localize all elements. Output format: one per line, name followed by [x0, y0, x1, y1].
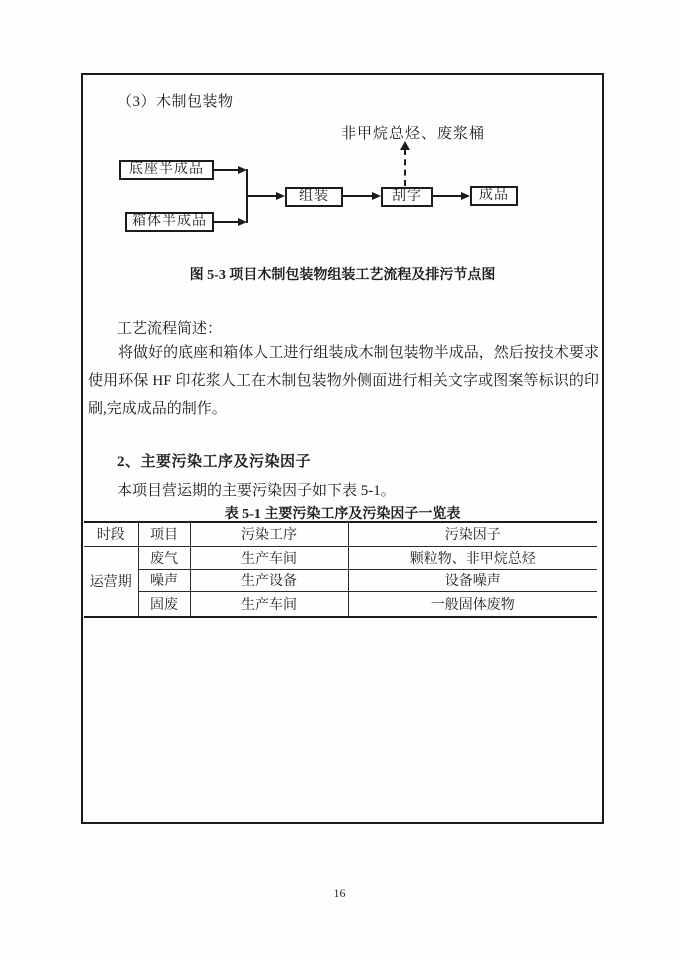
cell-item: 噪声	[138, 569, 190, 591]
arrowhead-right-icon	[372, 192, 381, 200]
connector-line	[248, 195, 277, 197]
flow-node-finished: 成品	[470, 186, 518, 206]
flow-node-assembly: 组装	[285, 187, 343, 207]
flow-node-box-semifinished: 箱体半成品	[125, 212, 214, 232]
cell-factor: 一般固体废物	[430, 597, 515, 613]
process-paragraph: 将做好的底座和箱体人工进行组装成木制包装物半成品，然后按技术要求使用环保 HF 印花浆人工在木制包装物外侧面进行相关文字或图案等标识的印刷,完成成品的制作。	[88, 345, 599, 417]
cell-process: 生产车间	[190, 546, 348, 569]
cell-factor: 颗粒物、非甲烷总烃	[348, 546, 597, 569]
flowchart-emission-label: 非甲烷总烃、废浆桶	[341, 126, 486, 142]
cell-process: 生产设备	[190, 569, 348, 591]
table-row	[84, 546, 597, 569]
cell-process: 生产车间	[190, 591, 348, 617]
connector-line	[214, 169, 239, 171]
arrowhead-right-icon	[461, 192, 470, 200]
figure-caption: 图 5-3 项目木制包装物组装工艺流程及排污节点图	[189, 268, 496, 283]
connector-line	[343, 195, 373, 197]
subsection-heading: 2、主要污染工序及污染因子	[117, 454, 312, 470]
pollution-table	[84, 521, 597, 618]
dashed-emission-line	[404, 149, 406, 186]
table-row	[84, 591, 597, 617]
process-intro: 工艺流程简述：	[117, 321, 223, 337]
cell-item: 废气	[138, 546, 190, 569]
page-border	[81, 73, 604, 824]
arrowhead-right-icon	[276, 192, 285, 200]
table-header-row	[84, 522, 597, 546]
table-row	[84, 569, 597, 591]
cell-item: 固废	[138, 591, 190, 617]
page-number: 16	[333, 886, 346, 900]
arrowhead-up-icon	[400, 141, 410, 150]
connector-line	[214, 221, 239, 223]
table-title: 表 5-1 主要污染工序及污染因子一览表	[224, 507, 461, 522]
col-header-item: 项目	[138, 522, 190, 546]
cell-factor: 设备噪声	[348, 569, 597, 591]
section-heading: （3）木制包装物	[117, 94, 234, 110]
connector-line	[433, 195, 462, 197]
col-header-period: 时段	[84, 522, 138, 546]
flow-node-base-semifinished: 底座半成品	[119, 160, 214, 180]
table-lead-text: 本项目营运期的主要污染因子如下表 5-1。	[117, 483, 396, 499]
flow-node-printing: 刮字	[381, 187, 433, 207]
col-header-factor: 污染因子	[348, 522, 597, 546]
col-header-process: 污染工序	[190, 522, 348, 546]
cell-period: 运营期	[84, 546, 138, 617]
